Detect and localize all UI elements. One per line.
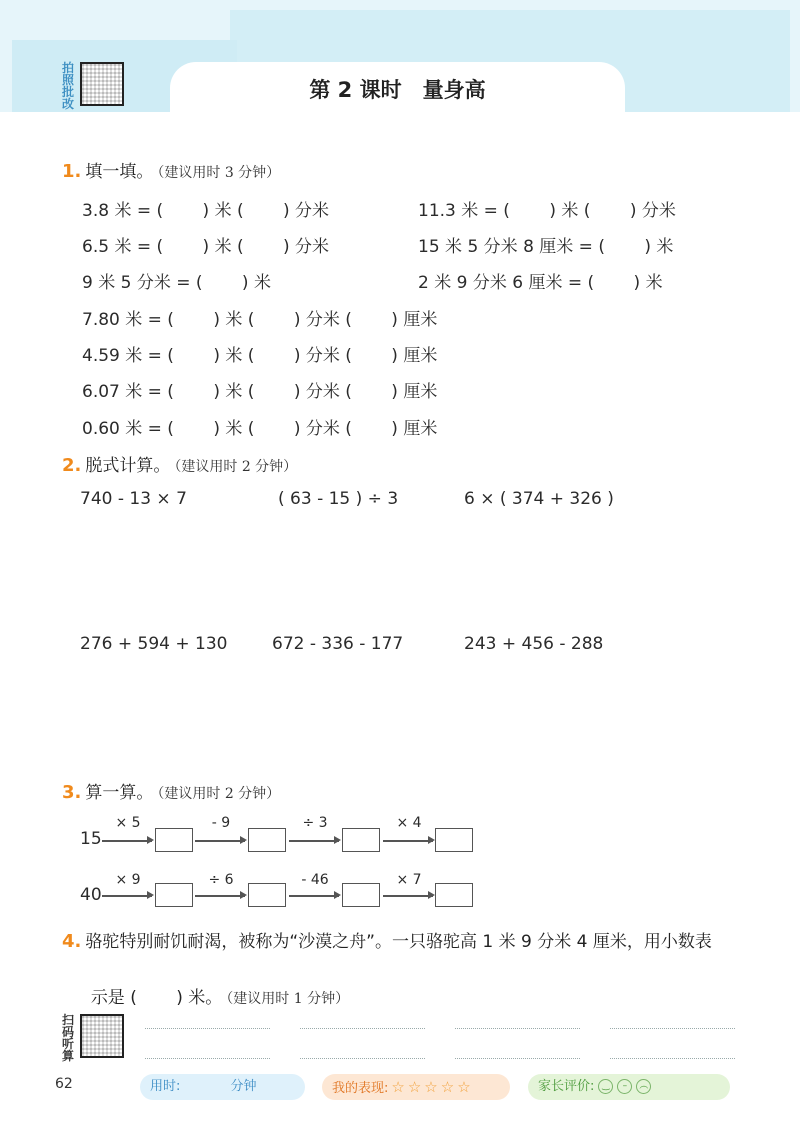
calc-expression: 740 - 13 × 7: [80, 489, 187, 509]
chain-operation: ÷ 6: [208, 872, 234, 888]
performance-label: 我的表现:: [332, 1081, 389, 1096]
section-title: 算一算。: [85, 783, 154, 803]
dotted-line: [145, 1058, 270, 1059]
neutral-face-icon[interactable]: –: [617, 1079, 632, 1094]
fill-item: 9 米 5 分米 = ( ) 米: [82, 273, 271, 293]
arrow-icon: [289, 840, 339, 842]
label-char: 改: [61, 97, 74, 111]
photo-grade-label: [60, 62, 76, 110]
time-used-pill: [140, 1074, 305, 1100]
section-hint: （建议用时 1 分钟）: [226, 991, 350, 1007]
label-char: 算: [61, 1049, 74, 1063]
fill-item: 6.07 米 = ( ) 米 ( ) 分米 ( ) 厘米: [82, 382, 438, 402]
dotted-line: [455, 1058, 580, 1059]
sad-face-icon[interactable]: ︵: [636, 1079, 651, 1094]
arrow-icon: [102, 840, 152, 842]
qr-code-icon[interactable]: [80, 1014, 124, 1058]
dotted-line: [145, 1028, 270, 1029]
chain-operation: × 9: [115, 872, 141, 888]
section-number: 1.: [62, 161, 82, 182]
section-hint: （建议用时 2 分钟）: [174, 459, 298, 475]
answer-box[interactable]: [155, 883, 193, 907]
word-problem-line2: [80, 963, 349, 1008]
section-number: 2.: [62, 455, 82, 476]
time-label: 用时:: [150, 1079, 181, 1094]
star-icon[interactable]: ☆: [407, 1078, 422, 1096]
star-icon[interactable]: ☆: [457, 1078, 471, 1096]
section3-heading: [62, 778, 280, 803]
calc-expression: 672 - 336 - 177: [272, 634, 404, 654]
arrow-icon: [195, 895, 245, 897]
section4-heading: [62, 927, 712, 952]
answer-box[interactable]: [435, 828, 473, 852]
section-hint: （建议用时 3 分钟）: [157, 165, 281, 181]
lesson-title: 第 2 课时 量身高: [309, 78, 486, 102]
answer-box[interactable]: [155, 828, 193, 852]
arrow-icon: [102, 895, 152, 897]
fill-item: 15 米 5 分米 8 厘米 = ( ) 米: [418, 237, 674, 257]
section1-heading: [62, 157, 280, 182]
answer-box[interactable]: [248, 828, 286, 852]
chain-operation: × 7: [396, 872, 422, 888]
time-unit: 分钟: [230, 1079, 257, 1094]
arrow-icon: [383, 840, 433, 842]
label-char: 听: [61, 1037, 74, 1051]
calc-expression: 6 × ( 374 + 326 ): [464, 489, 614, 509]
qr-code-icon[interactable]: [80, 62, 124, 106]
arrow-icon: [383, 895, 433, 897]
fill-item: 4.59 米 = ( ) 米 ( ) 分米 ( ) 厘米: [82, 346, 438, 366]
label-char: 扫: [61, 1013, 74, 1027]
label-char: 批: [61, 85, 74, 99]
section-title: 填一填。: [85, 162, 154, 182]
fill-item: 6.5 米 = ( ) 米 ( ) 分米: [82, 237, 330, 257]
page-number: 62: [55, 1076, 73, 1092]
word-problem-text: 骆驼特别耐饥耐渴，被称为“沙漠之舟”。一只骆驼高 1 米 9 分米 4 厘米，用小数表: [85, 932, 712, 952]
calc-expression: ( 63 - 15 ) ÷ 3: [278, 489, 399, 509]
chain-start-value: 15: [80, 829, 102, 849]
star-icon[interactable]: ☆: [440, 1078, 455, 1096]
fill-item: 7.80 米 = ( ) 米 ( ) 分米 ( ) 厘米: [82, 310, 438, 330]
chain-start-value: 40: [80, 885, 102, 905]
smiley-face-icon[interactable]: ‿: [598, 1079, 613, 1094]
word-problem-text: 示是 ( ) 米。: [90, 988, 223, 1008]
answer-box[interactable]: [248, 883, 286, 907]
arrow-icon: [195, 840, 245, 842]
section-title: 脱式计算。: [85, 456, 171, 476]
dotted-line: [300, 1058, 425, 1059]
dotted-line: [300, 1028, 425, 1029]
arrow-icon: [289, 895, 339, 897]
answer-box[interactable]: [342, 828, 380, 852]
label-char: 码: [61, 1025, 74, 1039]
answer-box[interactable]: [435, 883, 473, 907]
section-number: 4.: [62, 931, 82, 952]
parent-review-pill: [528, 1074, 730, 1100]
answer-box[interactable]: [342, 883, 380, 907]
chain-operation: × 4: [396, 815, 422, 831]
fill-item: 0.60 米 = ( ) 米 ( ) 分米 ( ) 厘米: [82, 419, 438, 439]
dotted-line: [610, 1028, 735, 1029]
fill-item: 3.8 米 = ( ) 米 ( ) 分米: [82, 201, 330, 221]
label-char: 照: [61, 73, 74, 87]
chain-operation: - 9: [211, 815, 231, 831]
dotted-line: [455, 1028, 580, 1029]
star-icon[interactable]: ☆: [424, 1078, 438, 1096]
parent-label: 家长评价:: [538, 1079, 595, 1094]
label-char: 拍: [61, 61, 74, 75]
fill-item: 11.3 米 = ( ) 米 ( ) 分米: [418, 201, 676, 221]
chain-operation: × 5: [115, 815, 141, 831]
section-number: 3.: [62, 782, 82, 803]
chain-operation: ÷ 3: [302, 815, 328, 831]
chain-operation: - 46: [301, 872, 329, 888]
dotted-line: [610, 1058, 735, 1059]
star-icon[interactable]: ☆: [391, 1078, 405, 1096]
calc-expression: 276 + 594 + 130: [80, 634, 228, 654]
section-hint: （建议用时 2 分钟）: [157, 786, 281, 802]
section2-heading: [62, 451, 297, 476]
performance-pill: [322, 1074, 510, 1100]
calc-expression: 243 + 456 - 288: [464, 634, 604, 654]
fill-item: 2 米 9 分米 6 厘米 = ( ) 米: [418, 273, 663, 293]
scan-listen-label: [60, 1014, 76, 1062]
